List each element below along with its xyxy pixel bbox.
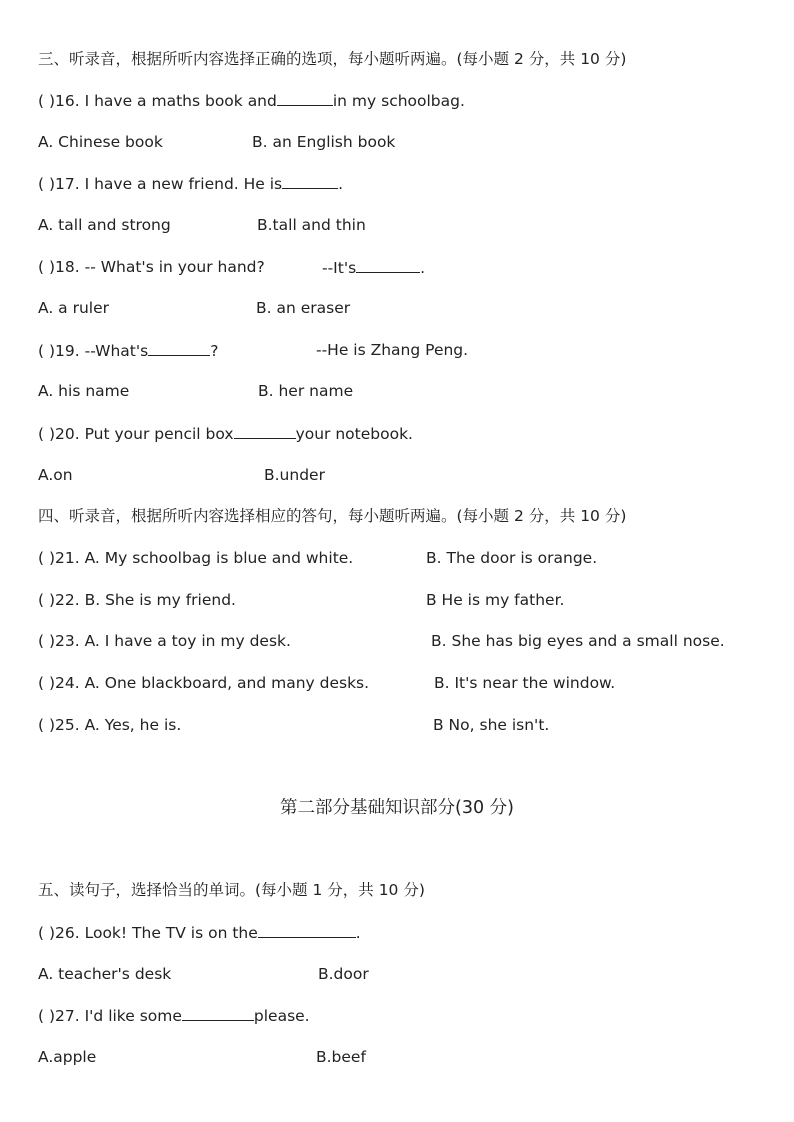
q18-option-a: A. a ruler xyxy=(38,299,110,317)
q25-option-a: ( )25. A. Yes, he is. xyxy=(38,716,182,734)
q18-blank[interactable] xyxy=(356,257,420,273)
q19-option-b: B. her name xyxy=(258,382,354,400)
q17-option-a: A. tall and strong xyxy=(38,216,171,234)
question-27 xyxy=(38,1005,310,1026)
q18-reply xyxy=(322,257,425,278)
question-26 xyxy=(38,922,361,943)
q24-option-b: B. It's near the window. xyxy=(434,674,616,692)
q20-text-after: your notebook. xyxy=(295,425,413,443)
q23-option-a: ( )23. A. I have a toy in my desk. xyxy=(38,632,291,650)
q19-blank[interactable] xyxy=(148,340,210,356)
q17-text-after: . xyxy=(338,175,344,193)
q21-option-a: ( )21. A. My schoolbag is blue and white. xyxy=(38,549,354,567)
q20-option-b: B.under xyxy=(264,466,325,484)
q16-option-a: A. Chinese book xyxy=(38,133,163,151)
q26-text-after: . xyxy=(355,924,361,942)
q17-blank[interactable] xyxy=(282,173,338,189)
q17-text: ( )17. I have a new friend. He is xyxy=(38,175,283,193)
q26-option-b: B.door xyxy=(318,965,369,983)
q18-text: ( )18. -- What's in your hand? xyxy=(38,258,265,276)
q24-option-a: ( )24. A. One blackboard, and many desks. xyxy=(38,674,370,692)
q19-text: ( )19. --What's xyxy=(38,342,149,360)
q18-option-b: B. an eraser xyxy=(256,299,351,317)
question-17 xyxy=(38,173,343,194)
q19-text-after: ? xyxy=(210,342,219,360)
q27-text-after: please. xyxy=(253,1007,310,1025)
q27-blank[interactable] xyxy=(182,1005,254,1021)
q20-blank[interactable] xyxy=(234,423,296,439)
q18-text-after: . xyxy=(420,259,426,277)
q27-option-b: B.beef xyxy=(316,1048,366,1066)
q21-option-b: B. The door is orange. xyxy=(426,549,598,567)
q22-option-a: ( )22. B. She is my friend. xyxy=(38,591,236,609)
q17-option-b: B.tall and thin xyxy=(257,216,366,234)
q16-text-after: in my schoolbag. xyxy=(332,92,465,110)
section3-title: 三、听录音，根据所听内容选择正确的选项，每小题听两遍。(每小题 2 分，共 10 分) xyxy=(38,50,627,68)
question-20 xyxy=(38,423,413,444)
question-18 xyxy=(38,257,265,277)
q16-blank[interactable] xyxy=(277,90,333,106)
question-16 xyxy=(38,90,465,111)
q19-option-a: A. his name xyxy=(38,382,130,400)
q23-option-b: B. She has big eyes and a small nose. xyxy=(431,632,725,650)
section4-title: 四、听录音，根据所听内容选择相应的答句，每小题听两遍。(每小题 2 分，共 10 分) xyxy=(38,507,627,525)
q26-text: ( )26. Look! The TV is on the xyxy=(38,924,258,942)
q26-blank[interactable] xyxy=(258,922,356,938)
q22-option-b: B He is my father. xyxy=(426,591,565,609)
question-19 xyxy=(38,340,218,361)
q16-option-b: B. an English book xyxy=(252,133,396,151)
q20-text: ( )20. Put your pencil box xyxy=(38,425,234,443)
q27-text: ( )27. I'd like some xyxy=(38,1007,182,1025)
q25-option-b: B No, she isn't. xyxy=(433,716,550,734)
q20-option-a: A.on xyxy=(38,466,73,484)
q18-reply-text: --It's xyxy=(322,259,357,277)
q27-option-a: A.apple xyxy=(38,1048,97,1066)
q26-option-a: A. teacher's desk xyxy=(38,965,172,983)
part2-heading: 第二部分基础知识部分(30 分) xyxy=(280,798,514,818)
section5-title: 五、读句子，选择恰当的单词。(每小题 1 分，共 10 分) xyxy=(38,881,425,899)
q19-reply: --He is Zhang Peng. xyxy=(316,341,469,359)
q16-text: ( )16. I have a maths book and xyxy=(38,92,277,110)
